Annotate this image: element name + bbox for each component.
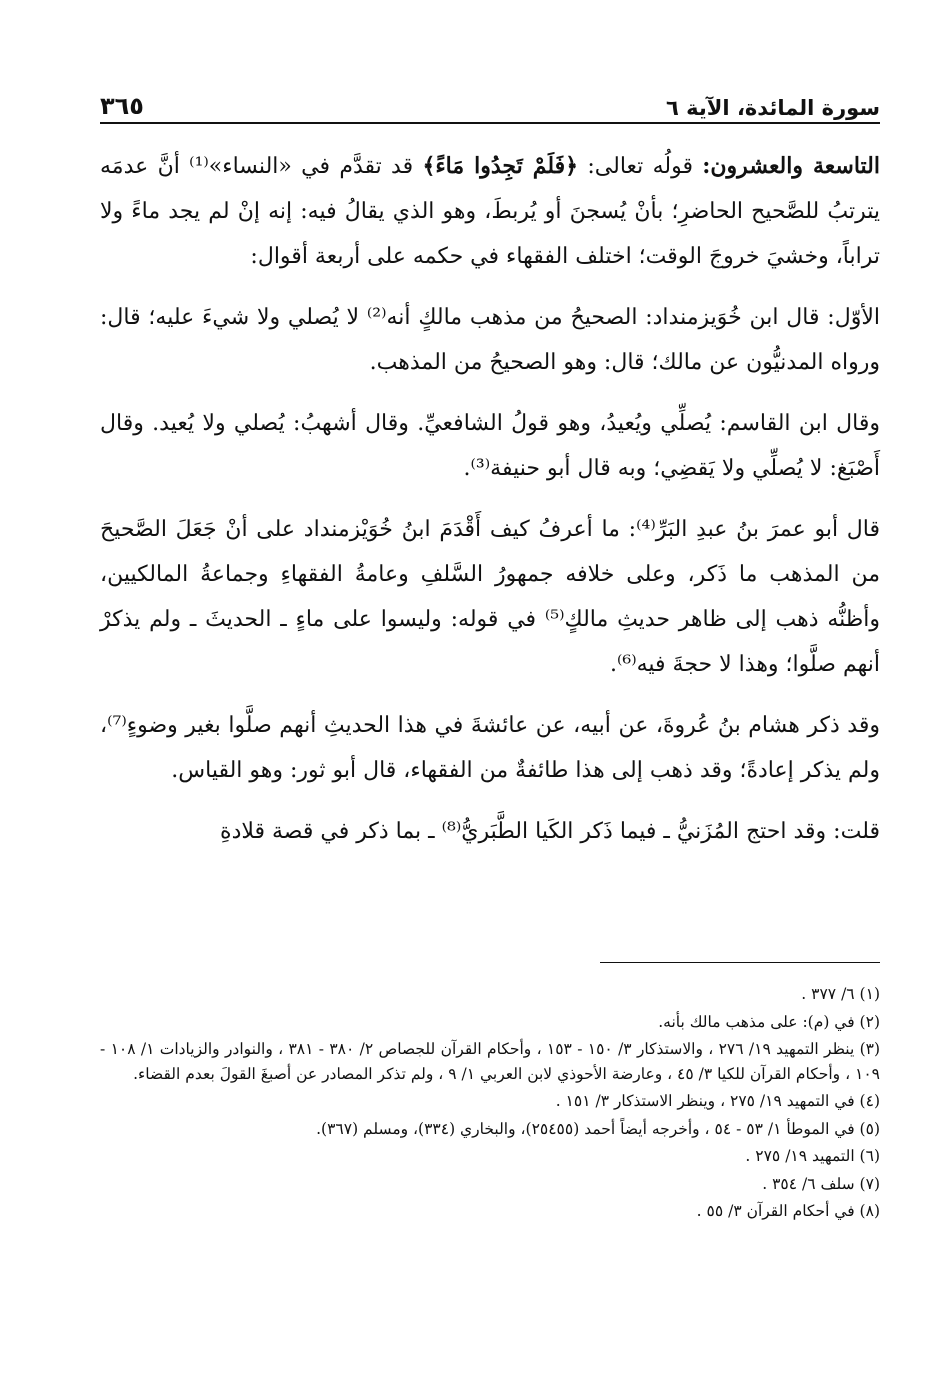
sura-title: سورة المائدة، الآية ٦: [666, 96, 880, 120]
footnote-divider: [600, 962, 880, 963]
quran-quote: ﴿فَلَمْ تَجِدُوا مَاءً﴾: [422, 153, 579, 179]
footnote: (٥) في الموطأ ١/ ٥٣ - ٥٤ ، وأخرجه أيضاً أحمد (٢٥٤٥٥)، والبخاري (٣٣٤)، ومسلم (٣٦٧).: [316, 1119, 880, 1138]
paragraph: وقال ابن القاسم: يُصلِّي ويُعيدُ، وهو قولُ الشافعيِّ. وقال أشهبُ: يُصلي ولا يُعيد. وقال أَصْبَغ: لا يُصلِّي ولا يَقضِي؛ وبه قال أبو حنيفة⁽³⁾.: [100, 411, 880, 481]
paragraph: قال أبو عمرَ بنُ عبدِ البَرِّ⁽⁴⁾: ما أعرفُ كيف أَقْدَمَ ابنُ خُوَيْزمنداد على أنْ جَعَلَ الصَّحيحَ من المذهب ما ذَكر، وعلى خلافه جمهورُ السَّلفِ وعامةُ الفقهاءِ وجماعةُ المالكيين، وأظنُّه ذهب إلى ظاهر حديثِ مالكٍ⁽⁵⁾ في قوله: وليسوا على ماءٍ ـ الحديثَ ـ ولم يذكرْ أنهم صلَّوا؛ وهذا لا حجةَ فيه⁽⁶⁾.: [100, 517, 881, 677]
paragraph-text: قولُه تعالى:: [578, 154, 703, 179]
paragraph: قلت: وقد احتج المُزَنيُّ ـ فيما ذَكر الكَيا الطَّبَريُّ⁽⁸⁾ ـ بما ذكر في قصة قلادةِ: [220, 819, 880, 844]
footnote: (٨) في أحكام القرآن ٣/ ٥٥ .: [696, 1202, 880, 1220]
page-number: ٣٦٥: [100, 92, 144, 120]
footnotes: [100, 982, 880, 1227]
paragraph: وقد ذكر هشام بنُ عُروةَ، عن أبيه، عن عائشةَ في هذا الحديثِ أنهم صلَّوا بغير وضوءٍ⁽⁷⁾، ولم يذكر إعادةً؛ وقد ذهب إلى هذا طائفةٌ من الفقهاء، قال أبو ثور: وهو القياس.: [100, 713, 880, 783]
footnote: (١) ٦/ ٣٧٧ .: [801, 985, 880, 1003]
footnote: (٤) في التمهيد ١٩/ ٢٧٥ ، وينظر الاستذكار ٣/ ١٥١ .: [555, 1092, 880, 1110]
paragraph: الأوّل: قال ابن خُوَيزمنداد: الصحيحُ من مذهب مالكٍ أنه⁽²⁾ لا يُصلي ولا شيءَ عليه؛ قال: ورواه المدنيُّون عن مالك؛ قال: وهو الصحيحُ من المذهب.: [100, 305, 880, 375]
running-header: [100, 82, 880, 120]
paragraph-text: قد تقدَّم في «النساء»⁽¹⁾ أنَّ عدمَه يترتبُ للصَّحيح الحاضرِ؛ بأنْ يُسجنَ أو يُربطَ، وهو الذي يقالُ فيه: إنه إنْ لم يجد ماءً ولا تراباً، وخشيَ خروجَ الوقت؛ اختلف الفقهاء في حكمه على أربعة أقوال:: [100, 154, 880, 269]
paragraph-lead: التاسعة والعشرون:: [702, 153, 880, 179]
footnote: (٣) ينظر التمهيد ١٩/ ٢٧٦ ، والاستذكار ٣/ ١٥٠ - ١٥٣ ، وأحكام القرآن للجصاص ٢/ ٣٨٠ - ٣٨١ ، والنوادر والزيادات ١/ ١٠٨ - ١٠٩ ، وأحكام القرآن للكيا ٣/ ٤٥ ، وعارضة الأحوذي لابن العربي ١/ ٩ ، ولم تذكر المصادر عن أصبغَ القولَ بعدم القضاء.: [100, 1040, 881, 1083]
footnote: (٧) سلف ٦/ ٣٥٤ .: [762, 1174, 880, 1193]
main-text: [100, 144, 880, 870]
paragraph: [100, 144, 880, 279]
footnote: (٢) في (م): على مذهب مالك بأنه.: [658, 1012, 880, 1031]
header-divider: [100, 122, 880, 124]
footnote: (٦) التمهيد ١٩/ ٢٧٥ .: [745, 1147, 880, 1165]
